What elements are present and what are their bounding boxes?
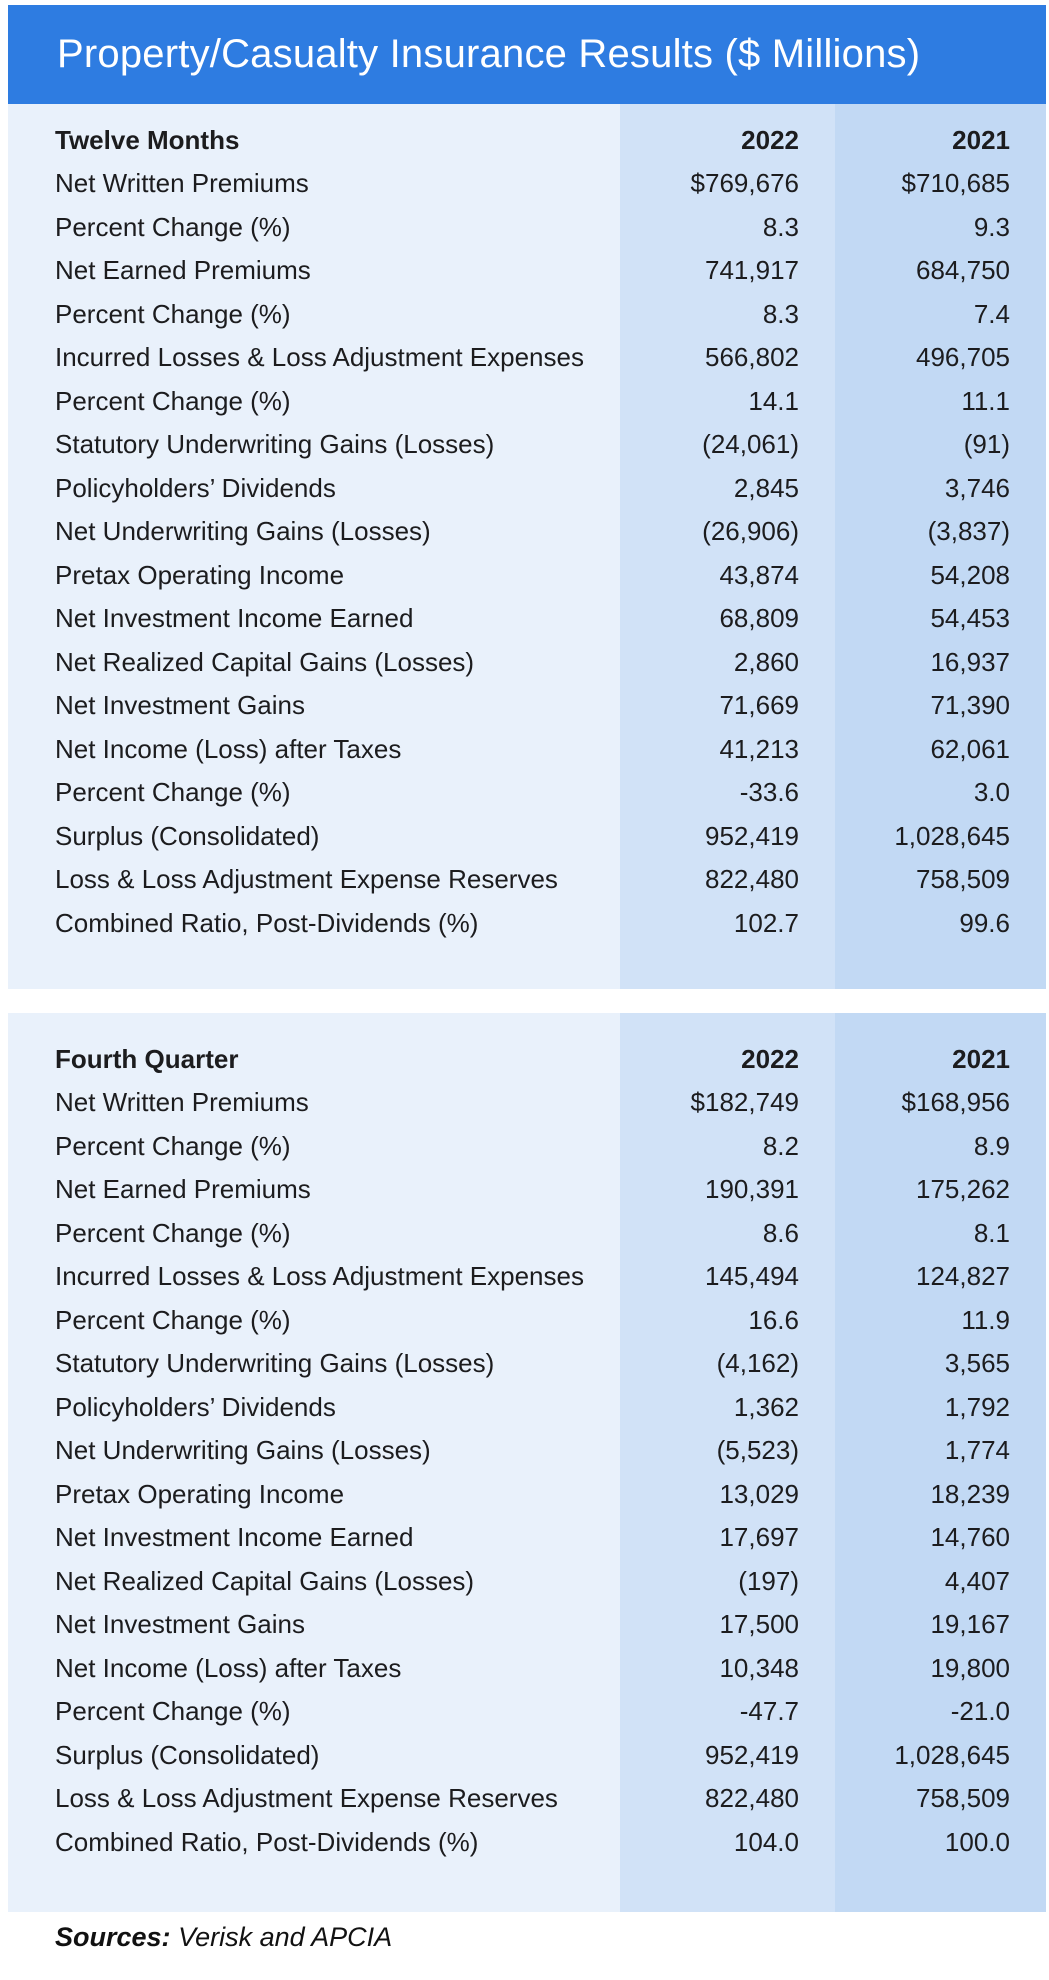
row-label: Incurred Losses & Loss Adjustment Expenses: [55, 1261, 584, 1292]
value-2022: 741,917: [705, 255, 799, 286]
row-label: Statutory Underwriting Gains (Losses): [55, 429, 495, 460]
value-2022: 14.1: [748, 385, 799, 416]
value-2021: 1,028,645: [894, 1739, 1010, 1770]
value-2021: 1,028,645: [894, 820, 1010, 851]
value-2022: (5,523): [716, 1435, 799, 1466]
value-2022: 71,669: [719, 690, 799, 721]
table-row: [8, 1385, 1046, 1429]
table-row: [8, 249, 1046, 293]
table-row: [8, 423, 1046, 467]
row-label: Surplus (Consolidated): [55, 820, 320, 851]
row-label: Surplus (Consolidated): [55, 1739, 320, 1770]
sources-note: [55, 1922, 392, 1953]
value-2022: 8.2: [762, 1130, 799, 1161]
value-2021: 9.3: [973, 211, 1010, 242]
value-2022: 13,029: [719, 1478, 799, 1509]
value-2021: 62,061: [930, 733, 1010, 764]
value-2022: 8.3: [762, 298, 799, 329]
table-row: [8, 771, 1046, 815]
value-2022: 145,494: [705, 1261, 799, 1292]
row-label: Combined Ratio, Post-Dividends (%): [55, 1826, 479, 1857]
value-2021: 8.9: [973, 1130, 1010, 1161]
sources-label: Sources:: [55, 1922, 171, 1952]
table-row: [8, 553, 1046, 597]
value-2021: 18,239: [930, 1478, 1010, 1509]
table-row: [8, 510, 1046, 554]
table-row: [8, 1168, 1046, 1212]
value-2022: $182,749: [690, 1087, 799, 1118]
value-2021: 100.0: [944, 1826, 1010, 1857]
table-row: [8, 814, 1046, 858]
value-2022: -47.7: [739, 1696, 799, 1727]
table-row: [8, 292, 1046, 336]
table-row: [8, 1298, 1046, 1342]
value-2021: 16,937: [930, 646, 1010, 677]
row-label: Net Written Premiums: [55, 1087, 309, 1118]
value-2021: 4,407: [944, 1565, 1010, 1596]
value-2022: 17,500: [719, 1609, 799, 1640]
value-2022: 952,419: [705, 1739, 799, 1770]
row-label: Loss & Loss Adjustment Expense Reserves: [55, 864, 558, 895]
value-2021: -21.0: [950, 1696, 1010, 1727]
column-header: 2021: [952, 124, 1010, 155]
row-label: Net Income (Loss) after Taxes: [55, 733, 402, 764]
table-row: [8, 1733, 1046, 1777]
value-2022: 104.0: [733, 1826, 799, 1857]
value-2021: 3,746: [944, 472, 1010, 503]
value-2021: 19,167: [930, 1609, 1010, 1640]
value-2022: 1,362: [733, 1391, 799, 1422]
table-row: [8, 1429, 1046, 1473]
value-2022: $769,676: [690, 168, 799, 199]
table-rows: [8, 118, 1046, 945]
row-label: Net Underwriting Gains (Losses): [55, 1435, 431, 1466]
table-row: [8, 640, 1046, 684]
table-row: [8, 1820, 1046, 1864]
table-row: [8, 1211, 1046, 1255]
section-title: Fourth Quarter: [55, 1043, 239, 1074]
value-2022: (4,162): [716, 1348, 799, 1379]
value-2021: 758,509: [916, 864, 1010, 895]
row-label: Net Investment Income Earned: [55, 603, 414, 634]
section-title: Twelve Months: [55, 124, 240, 155]
value-2022: 952,419: [705, 820, 799, 851]
value-2022: 68,809: [719, 603, 799, 634]
column-header: 2022: [741, 124, 799, 155]
table-row: [8, 1690, 1046, 1734]
value-2021: $168,956: [901, 1087, 1010, 1118]
row-label: Net Realized Capital Gains (Losses): [55, 646, 475, 677]
value-2022: 10,348: [719, 1652, 799, 1683]
row-label: Loss & Loss Adjustment Expense Reserves: [55, 1783, 558, 1814]
row-label: Net Underwriting Gains (Losses): [55, 516, 431, 547]
row-label: Percent Change (%): [55, 385, 291, 416]
row-label: Percent Change (%): [55, 777, 291, 808]
value-2021: 124,827: [916, 1261, 1010, 1292]
table-row: [8, 1777, 1046, 1821]
value-2021: 7.4: [973, 298, 1010, 329]
table-row: [8, 1603, 1046, 1647]
value-2021: 758,509: [916, 1783, 1010, 1814]
table-row: [8, 205, 1046, 249]
value-2021: (91): [963, 429, 1010, 460]
table-row: [8, 684, 1046, 728]
row-label: Statutory Underwriting Gains (Losses): [55, 1348, 495, 1379]
sources-text: Verisk and APCIA: [178, 1922, 393, 1952]
value-2021: 71,390: [930, 690, 1010, 721]
row-label: Net Investment Gains: [55, 690, 305, 721]
value-2021: 8.1: [973, 1217, 1010, 1248]
row-label: Policyholders’ Dividends: [55, 472, 336, 503]
value-2022: 43,874: [719, 559, 799, 590]
column-header: 2021: [952, 1043, 1010, 1074]
value-2022: (197): [738, 1565, 799, 1596]
value-2022: 822,480: [705, 864, 799, 895]
value-2021: 54,453: [930, 603, 1010, 634]
value-2022: 16.6: [748, 1304, 799, 1335]
value-2021: 1,774: [944, 1435, 1010, 1466]
value-2021: $710,685: [901, 168, 1010, 199]
row-label: Incurred Losses & Loss Adjustment Expenses: [55, 342, 584, 373]
row-label: Net Investment Gains: [55, 1609, 305, 1640]
table-row: [8, 336, 1046, 380]
value-2022: 102.7: [733, 907, 799, 938]
value-2021: 175,262: [916, 1174, 1010, 1205]
value-2022: (24,061): [702, 429, 799, 460]
table-row: [8, 379, 1046, 423]
value-2022: 17,697: [719, 1522, 799, 1553]
value-2022: 190,391: [705, 1174, 799, 1205]
table-row: [8, 1124, 1046, 1168]
value-2022: 8.6: [762, 1217, 799, 1248]
table-row: [8, 858, 1046, 902]
value-2021: 54,208: [930, 559, 1010, 590]
row-label: Percent Change (%): [55, 298, 291, 329]
value-2022: 566,802: [705, 342, 799, 373]
table-row: [8, 597, 1046, 641]
row-label: Combined Ratio, Post-Dividends (%): [55, 907, 479, 938]
table-row: [8, 1559, 1046, 1603]
table-row: [8, 1255, 1046, 1299]
title-bar: [8, 5, 1046, 104]
page-title: Property/Casualty Insurance Results ($ Millions): [57, 32, 921, 76]
row-label: Percent Change (%): [55, 1304, 291, 1335]
value-2022: 822,480: [705, 1783, 799, 1814]
value-2021: 684,750: [916, 255, 1010, 286]
column-header: 2022: [741, 1043, 799, 1074]
row-label: Pretax Operating Income: [55, 559, 345, 590]
table-section-fourth-quarter: [8, 1013, 1046, 1912]
row-label: Net Written Premiums: [55, 168, 309, 199]
value-2022: -33.6: [739, 777, 799, 808]
value-2021: 3,565: [944, 1348, 1010, 1379]
row-label: Percent Change (%): [55, 211, 291, 242]
table-header-row: [8, 118, 1046, 162]
value-2022: 2,860: [733, 646, 799, 677]
value-2021: 11.9: [961, 1304, 1010, 1335]
row-label: Net Earned Premiums: [55, 1174, 311, 1205]
row-label: Pretax Operating Income: [55, 1478, 345, 1509]
value-2021: (3,837): [927, 516, 1010, 547]
table-row: [8, 162, 1046, 206]
value-2022: 41,213: [719, 733, 799, 764]
value-2021: 19,800: [930, 1652, 1010, 1683]
table-row: [8, 727, 1046, 771]
value-2021: 99.6: [959, 907, 1010, 938]
table-row: [8, 466, 1046, 510]
row-label: Percent Change (%): [55, 1217, 291, 1248]
value-2022: (26,906): [702, 516, 799, 547]
row-label: Net Earned Premiums: [55, 255, 311, 286]
row-label: Net Realized Capital Gains (Losses): [55, 1565, 475, 1596]
value-2021: 14,760: [930, 1522, 1010, 1553]
value-2021: 496,705: [916, 342, 1010, 373]
row-label: Net Investment Income Earned: [55, 1522, 414, 1553]
row-label: Net Income (Loss) after Taxes: [55, 1652, 402, 1683]
value-2021: 1,792: [944, 1391, 1010, 1422]
value-2022: 2,845: [733, 472, 799, 503]
table-section-twelve-months: [8, 104, 1046, 989]
row-label: Percent Change (%): [55, 1696, 291, 1727]
table-rows: [8, 1037, 1046, 1864]
value-2021: 11.1: [961, 385, 1010, 416]
table-row: [8, 1646, 1046, 1690]
table-row: [8, 1081, 1046, 1125]
table-row: [8, 1516, 1046, 1560]
value-2022: 8.3: [762, 211, 799, 242]
value-2021: 3.0: [973, 777, 1010, 808]
row-label: Policyholders’ Dividends: [55, 1391, 336, 1422]
table-row: [8, 1472, 1046, 1516]
table-row: [8, 1342, 1046, 1386]
table-row: [8, 901, 1046, 945]
row-label: Percent Change (%): [55, 1130, 291, 1161]
table-header-row: [8, 1037, 1046, 1081]
